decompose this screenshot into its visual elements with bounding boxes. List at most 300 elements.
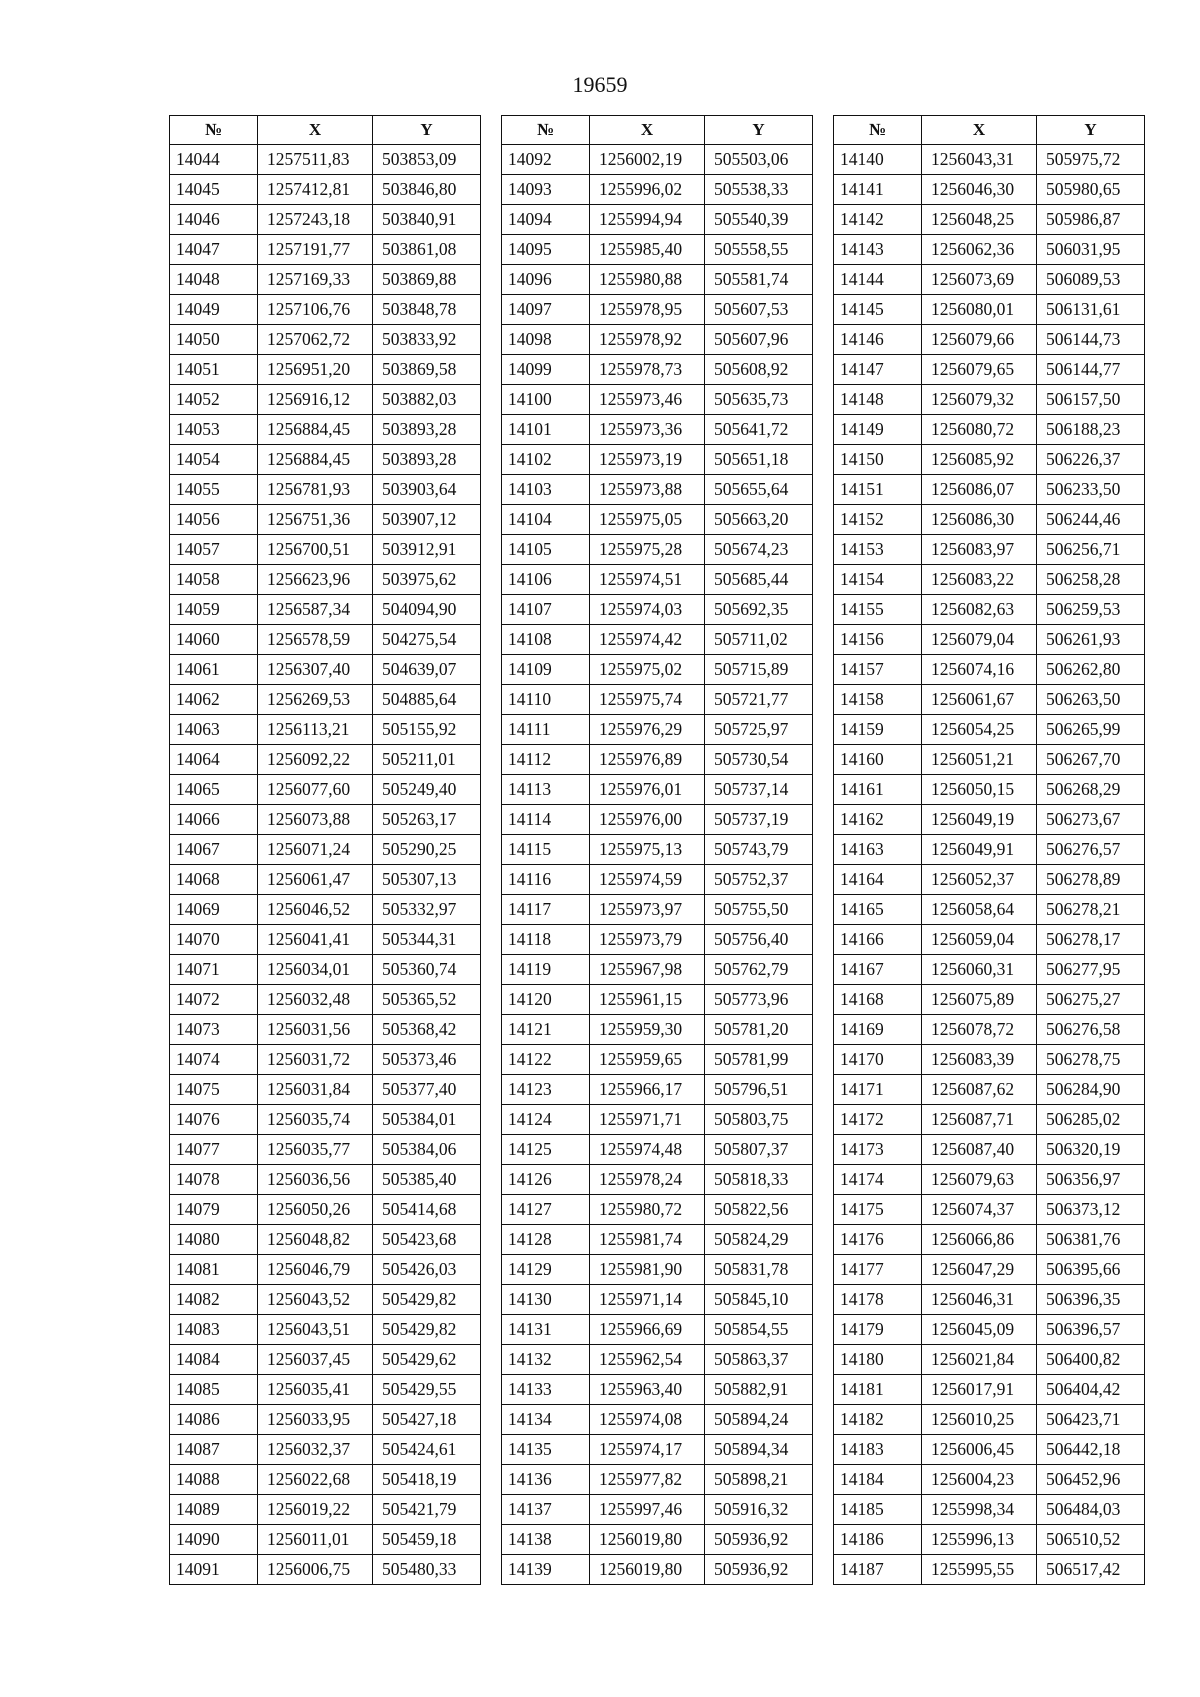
table-row (502, 505, 813, 535)
table-row (834, 1375, 1145, 1405)
x-coordinate-cell: 1256951,20 (258, 355, 373, 385)
table-row (502, 1495, 813, 1525)
y-coordinate-cell: 505975,72 (1037, 145, 1145, 175)
y-coordinate-cell: 506233,50 (1037, 475, 1145, 505)
table-row (170, 595, 481, 625)
x-coordinate-cell: 1257062,72 (258, 325, 373, 355)
y-coordinate-cell: 506265,99 (1037, 715, 1145, 745)
x-coordinate-cell: 1256085,92 (922, 445, 1037, 475)
table-row (834, 775, 1145, 805)
x-coordinate-cell: 1256037,45 (258, 1345, 373, 1375)
x-coordinate-cell: 1256017,91 (922, 1375, 1037, 1405)
x-coordinate-cell: 1255974,08 (590, 1405, 705, 1435)
table-row (170, 1225, 481, 1255)
point-number-cell: 14089 (170, 1495, 258, 1525)
x-coordinate-cell: 1255973,19 (590, 445, 705, 475)
y-coordinate-cell: 506131,61 (1037, 295, 1145, 325)
table-row (834, 1435, 1145, 1465)
x-coordinate-cell: 1255994,94 (590, 205, 705, 235)
y-coordinate-cell: 505737,14 (705, 775, 813, 805)
x-coordinate-cell: 1255966,17 (590, 1075, 705, 1105)
x-coordinate-cell: 1256269,53 (258, 685, 373, 715)
y-coordinate-cell: 506356,97 (1037, 1165, 1145, 1195)
x-coordinate-cell: 1256073,88 (258, 805, 373, 835)
y-coordinate-cell: 505692,35 (705, 595, 813, 625)
x-coordinate-cell: 1255971,71 (590, 1105, 705, 1135)
table-row (170, 475, 481, 505)
x-coordinate-cell: 1256066,86 (922, 1225, 1037, 1255)
table-row (170, 1555, 481, 1585)
x-coordinate-cell: 1257243,18 (258, 205, 373, 235)
y-coordinate-cell: 505715,89 (705, 655, 813, 685)
point-number-cell: 14077 (170, 1135, 258, 1165)
x-coordinate-cell: 1255975,28 (590, 535, 705, 565)
x-coordinate-cell: 1255976,01 (590, 775, 705, 805)
y-coordinate-cell: 506510,52 (1037, 1525, 1145, 1555)
point-number-cell: 14100 (502, 385, 590, 415)
point-number-cell: 14169 (834, 1015, 922, 1045)
point-number-cell: 14102 (502, 445, 590, 475)
point-number-cell: 14140 (834, 145, 922, 175)
y-coordinate-cell: 505503,06 (705, 145, 813, 175)
point-number-cell: 14123 (502, 1075, 590, 1105)
y-coordinate-cell: 505807,37 (705, 1135, 813, 1165)
x-coordinate-cell: 1255975,05 (590, 505, 705, 535)
table-row (502, 1465, 813, 1495)
x-coordinate-cell: 1256034,01 (258, 955, 373, 985)
table-row (502, 1195, 813, 1225)
table-row (834, 1315, 1145, 1345)
x-coordinate-cell: 1256078,72 (922, 1015, 1037, 1045)
table-row (170, 775, 481, 805)
table-body (502, 145, 813, 1585)
header-number: № (502, 116, 590, 145)
table-row (170, 1045, 481, 1075)
point-number-cell: 14156 (834, 625, 922, 655)
point-number-cell: 14167 (834, 955, 922, 985)
x-coordinate-cell: 1256031,84 (258, 1075, 373, 1105)
y-coordinate-cell: 506452,96 (1037, 1465, 1145, 1495)
y-coordinate-cell: 505651,18 (705, 445, 813, 475)
y-coordinate-cell: 505824,29 (705, 1225, 813, 1255)
point-number-cell: 14176 (834, 1225, 922, 1255)
point-number-cell: 14087 (170, 1435, 258, 1465)
x-coordinate-cell: 1255976,29 (590, 715, 705, 745)
y-coordinate-cell: 505290,25 (373, 835, 481, 865)
y-coordinate-cell: 505663,20 (705, 505, 813, 535)
y-coordinate-cell: 506268,29 (1037, 775, 1145, 805)
x-coordinate-cell: 1257169,33 (258, 265, 373, 295)
point-number-cell: 14153 (834, 535, 922, 565)
point-number-cell: 14060 (170, 625, 258, 655)
y-coordinate-cell: 505429,82 (373, 1315, 481, 1345)
table-row (170, 415, 481, 445)
y-coordinate-cell: 505249,40 (373, 775, 481, 805)
y-coordinate-cell: 506277,95 (1037, 955, 1145, 985)
x-coordinate-cell: 1256002,19 (590, 145, 705, 175)
point-number-cell: 14121 (502, 1015, 590, 1045)
table-row (834, 565, 1145, 595)
point-number-cell: 14054 (170, 445, 258, 475)
point-number-cell: 14103 (502, 475, 590, 505)
table-row (502, 145, 813, 175)
point-number-cell: 14149 (834, 415, 922, 445)
y-coordinate-cell: 505538,33 (705, 175, 813, 205)
y-coordinate-cell: 505831,78 (705, 1255, 813, 1285)
table-row (502, 1555, 813, 1585)
table-row (170, 535, 481, 565)
x-coordinate-cell: 1255981,74 (590, 1225, 705, 1255)
y-coordinate-cell: 505418,19 (373, 1465, 481, 1495)
x-coordinate-cell: 1255980,72 (590, 1195, 705, 1225)
y-coordinate-cell: 506423,71 (1037, 1405, 1145, 1435)
x-coordinate-cell: 1256087,71 (922, 1105, 1037, 1135)
point-number-cell: 14159 (834, 715, 922, 745)
point-number-cell: 14186 (834, 1525, 922, 1555)
point-number-cell: 14047 (170, 235, 258, 265)
y-coordinate-cell: 505307,13 (373, 865, 481, 895)
point-number-cell: 14180 (834, 1345, 922, 1375)
x-coordinate-cell: 1256080,01 (922, 295, 1037, 325)
x-coordinate-cell: 1255978,95 (590, 295, 705, 325)
point-number-cell: 14109 (502, 655, 590, 685)
point-number-cell: 14061 (170, 655, 258, 685)
x-coordinate-cell: 1256054,25 (922, 715, 1037, 745)
table-row (834, 895, 1145, 925)
table-header-row (170, 116, 481, 145)
table-row (502, 355, 813, 385)
x-coordinate-cell: 1255978,73 (590, 355, 705, 385)
point-number-cell: 14129 (502, 1255, 590, 1285)
y-coordinate-cell: 503912,91 (373, 535, 481, 565)
x-coordinate-cell: 1256086,30 (922, 505, 1037, 535)
x-coordinate-cell: 1256060,31 (922, 955, 1037, 985)
point-number-cell: 14078 (170, 1165, 258, 1195)
table-row (170, 865, 481, 895)
table-row (170, 1435, 481, 1465)
y-coordinate-cell: 505936,92 (705, 1525, 813, 1555)
y-coordinate-cell: 505755,50 (705, 895, 813, 925)
y-coordinate-cell: 505426,03 (373, 1255, 481, 1285)
table-row (502, 595, 813, 625)
table-row (834, 265, 1145, 295)
x-coordinate-cell: 1255995,55 (922, 1555, 1037, 1585)
point-number-cell: 14080 (170, 1225, 258, 1255)
point-number-cell: 14079 (170, 1195, 258, 1225)
y-coordinate-cell: 506226,37 (1037, 445, 1145, 475)
point-number-cell: 14068 (170, 865, 258, 895)
page-number: 19659 (572, 72, 628, 97)
x-coordinate-cell: 1256032,48 (258, 985, 373, 1015)
table-row (170, 265, 481, 295)
y-coordinate-cell: 503975,62 (373, 565, 481, 595)
point-number-cell: 14045 (170, 175, 258, 205)
table-row (170, 1195, 481, 1225)
table-row (834, 235, 1145, 265)
y-coordinate-cell: 505980,65 (1037, 175, 1145, 205)
y-coordinate-cell: 505721,77 (705, 685, 813, 715)
x-coordinate-cell: 1256019,80 (590, 1525, 705, 1555)
y-coordinate-cell: 505655,64 (705, 475, 813, 505)
point-number-cell: 14076 (170, 1105, 258, 1135)
y-coordinate-cell: 506278,21 (1037, 895, 1145, 925)
table-row (502, 385, 813, 415)
point-number-cell: 14143 (834, 235, 922, 265)
x-coordinate-cell: 1256049,19 (922, 805, 1037, 835)
table-body (170, 145, 481, 1585)
x-coordinate-cell: 1257412,81 (258, 175, 373, 205)
table-body (834, 145, 1145, 1585)
y-coordinate-cell: 506373,12 (1037, 1195, 1145, 1225)
y-coordinate-cell: 505427,18 (373, 1405, 481, 1435)
y-coordinate-cell: 505332,97 (373, 895, 481, 925)
y-coordinate-cell: 503861,08 (373, 235, 481, 265)
x-coordinate-cell: 1256086,07 (922, 475, 1037, 505)
x-coordinate-cell: 1255978,24 (590, 1165, 705, 1195)
point-number-cell: 14094 (502, 205, 590, 235)
point-number-cell: 14088 (170, 1465, 258, 1495)
x-coordinate-cell: 1256079,32 (922, 385, 1037, 415)
table-row (834, 535, 1145, 565)
y-coordinate-cell: 505384,06 (373, 1135, 481, 1165)
x-coordinate-cell: 1255973,46 (590, 385, 705, 415)
point-number-cell: 14147 (834, 355, 922, 385)
y-coordinate-cell: 505377,40 (373, 1075, 481, 1105)
y-coordinate-cell: 505155,92 (373, 715, 481, 745)
x-coordinate-cell: 1256083,22 (922, 565, 1037, 595)
table-row (502, 535, 813, 565)
point-number-cell: 14119 (502, 955, 590, 985)
table-row (170, 445, 481, 475)
table-row (502, 475, 813, 505)
point-number-cell: 14056 (170, 505, 258, 535)
table-row (834, 865, 1145, 895)
x-coordinate-cell: 1256781,93 (258, 475, 373, 505)
point-number-cell: 14164 (834, 865, 922, 895)
y-coordinate-cell: 505360,74 (373, 955, 481, 985)
y-coordinate-cell: 505608,92 (705, 355, 813, 385)
y-coordinate-cell: 505737,19 (705, 805, 813, 835)
table-row (502, 775, 813, 805)
y-coordinate-cell: 503853,09 (373, 145, 481, 175)
point-number-cell: 14051 (170, 355, 258, 385)
x-coordinate-cell: 1255976,89 (590, 745, 705, 775)
header-y: Y (705, 116, 813, 145)
point-number-cell: 14183 (834, 1435, 922, 1465)
table-row (834, 505, 1145, 535)
x-coordinate-cell: 1256004,23 (922, 1465, 1037, 1495)
point-number-cell: 14070 (170, 925, 258, 955)
table-row (502, 1525, 813, 1555)
x-coordinate-cell: 1255976,00 (590, 805, 705, 835)
point-number-cell: 14179 (834, 1315, 922, 1345)
table-row (170, 955, 481, 985)
table-row (834, 595, 1145, 625)
point-number-cell: 14049 (170, 295, 258, 325)
table-row (502, 175, 813, 205)
point-number-cell: 14163 (834, 835, 922, 865)
point-number-cell: 14185 (834, 1495, 922, 1525)
table-row (502, 685, 813, 715)
point-number-cell: 14095 (502, 235, 590, 265)
table-row (170, 1375, 481, 1405)
y-coordinate-cell: 506400,82 (1037, 1345, 1145, 1375)
point-number-cell: 14120 (502, 985, 590, 1015)
point-number-cell: 14127 (502, 1195, 590, 1225)
y-coordinate-cell: 505607,53 (705, 295, 813, 325)
y-coordinate-cell: 506267,70 (1037, 745, 1145, 775)
table-row (170, 1345, 481, 1375)
x-coordinate-cell: 1255975,74 (590, 685, 705, 715)
x-coordinate-cell: 1256059,04 (922, 925, 1037, 955)
table-row (502, 565, 813, 595)
x-coordinate-cell: 1256048,25 (922, 205, 1037, 235)
y-coordinate-cell: 503907,12 (373, 505, 481, 535)
point-number-cell: 14099 (502, 355, 590, 385)
x-coordinate-cell: 1256578,59 (258, 625, 373, 655)
point-number-cell: 14063 (170, 715, 258, 745)
table-row (502, 985, 813, 1015)
table-row (502, 1225, 813, 1255)
point-number-cell: 14161 (834, 775, 922, 805)
x-coordinate-cell: 1256623,96 (258, 565, 373, 595)
x-coordinate-cell: 1256079,65 (922, 355, 1037, 385)
table-row (502, 895, 813, 925)
table-row (502, 1315, 813, 1345)
table-row (170, 1015, 481, 1045)
point-number-cell: 14090 (170, 1525, 258, 1555)
header-x: X (922, 116, 1037, 145)
table-row (170, 325, 481, 355)
y-coordinate-cell: 506442,18 (1037, 1435, 1145, 1465)
x-coordinate-cell: 1256043,31 (922, 145, 1037, 175)
table-row (834, 295, 1145, 325)
point-number-cell: 14097 (502, 295, 590, 325)
y-coordinate-cell: 505936,92 (705, 1555, 813, 1585)
y-coordinate-cell: 506396,57 (1037, 1315, 1145, 1345)
x-coordinate-cell: 1255973,97 (590, 895, 705, 925)
y-coordinate-cell: 506404,42 (1037, 1375, 1145, 1405)
y-coordinate-cell: 503840,91 (373, 205, 481, 235)
point-number-cell: 14134 (502, 1405, 590, 1435)
point-number-cell: 14144 (834, 265, 922, 295)
y-coordinate-cell: 503869,88 (373, 265, 481, 295)
table-row (834, 625, 1145, 655)
point-number-cell: 14141 (834, 175, 922, 205)
point-number-cell: 14115 (502, 835, 590, 865)
table-row (170, 205, 481, 235)
point-number-cell: 14130 (502, 1285, 590, 1315)
point-number-cell: 14104 (502, 505, 590, 535)
coordinates-table-2 (501, 115, 813, 1585)
point-number-cell: 14053 (170, 415, 258, 445)
x-coordinate-cell: 1256011,01 (258, 1525, 373, 1555)
x-coordinate-cell: 1256019,80 (590, 1555, 705, 1585)
table-row (834, 745, 1145, 775)
y-coordinate-cell: 505421,79 (373, 1495, 481, 1525)
table-row (502, 1375, 813, 1405)
point-number-cell: 14057 (170, 535, 258, 565)
y-coordinate-cell: 505641,72 (705, 415, 813, 445)
y-coordinate-cell: 506273,67 (1037, 805, 1145, 835)
x-coordinate-cell: 1256047,29 (922, 1255, 1037, 1285)
x-coordinate-cell: 1256046,79 (258, 1255, 373, 1285)
y-coordinate-cell: 506278,75 (1037, 1045, 1145, 1075)
table-row (170, 1405, 481, 1435)
y-coordinate-cell: 506157,50 (1037, 385, 1145, 415)
point-number-cell: 14139 (502, 1555, 590, 1585)
table-row (834, 835, 1145, 865)
x-coordinate-cell: 1256087,62 (922, 1075, 1037, 1105)
x-coordinate-cell: 1255981,90 (590, 1255, 705, 1285)
point-number-cell: 14092 (502, 145, 590, 175)
point-number-cell: 14174 (834, 1165, 922, 1195)
table-row (502, 1045, 813, 1075)
y-coordinate-cell: 505756,40 (705, 925, 813, 955)
table-row (170, 175, 481, 205)
table-row (502, 1435, 813, 1465)
table-row (502, 745, 813, 775)
table-row (834, 475, 1145, 505)
y-coordinate-cell: 505429,82 (373, 1285, 481, 1315)
point-number-cell: 14151 (834, 475, 922, 505)
x-coordinate-cell: 1256006,45 (922, 1435, 1037, 1465)
table-row (834, 355, 1145, 385)
point-number-cell: 14072 (170, 985, 258, 1015)
table-row (834, 1105, 1145, 1135)
point-number-cell: 14107 (502, 595, 590, 625)
x-coordinate-cell: 1256050,26 (258, 1195, 373, 1225)
y-coordinate-cell: 505385,40 (373, 1165, 481, 1195)
y-coordinate-cell: 505822,56 (705, 1195, 813, 1225)
x-coordinate-cell: 1256010,25 (922, 1405, 1037, 1435)
x-coordinate-cell: 1256061,47 (258, 865, 373, 895)
table-row (170, 625, 481, 655)
table-row (502, 625, 813, 655)
point-number-cell: 14137 (502, 1495, 590, 1525)
table-row (170, 1255, 481, 1285)
table-row (502, 925, 813, 955)
y-coordinate-cell: 504885,64 (373, 685, 481, 715)
y-coordinate-cell: 505365,52 (373, 985, 481, 1015)
table-row (502, 1285, 813, 1315)
point-number-cell: 14067 (170, 835, 258, 865)
x-coordinate-cell: 1256074,37 (922, 1195, 1037, 1225)
y-coordinate-cell: 506284,90 (1037, 1075, 1145, 1105)
table-row (170, 745, 481, 775)
table-row (834, 1195, 1145, 1225)
point-number-cell: 14101 (502, 415, 590, 445)
y-coordinate-cell: 506244,46 (1037, 505, 1145, 535)
point-number-cell: 14084 (170, 1345, 258, 1375)
table-row (834, 1555, 1145, 1585)
y-coordinate-cell: 505803,75 (705, 1105, 813, 1135)
table-row (170, 1075, 481, 1105)
table-row (170, 385, 481, 415)
y-coordinate-cell: 505773,96 (705, 985, 813, 1015)
table-row (170, 895, 481, 925)
table-row (170, 505, 481, 535)
y-coordinate-cell: 505384,01 (373, 1105, 481, 1135)
x-coordinate-cell: 1256035,77 (258, 1135, 373, 1165)
y-coordinate-cell: 506320,19 (1037, 1135, 1145, 1165)
y-coordinate-cell: 506258,28 (1037, 565, 1145, 595)
point-number-cell: 14083 (170, 1315, 258, 1345)
y-coordinate-cell: 506188,23 (1037, 415, 1145, 445)
table-row (170, 925, 481, 955)
y-coordinate-cell: 506484,03 (1037, 1495, 1145, 1525)
y-coordinate-cell: 505711,02 (705, 625, 813, 655)
